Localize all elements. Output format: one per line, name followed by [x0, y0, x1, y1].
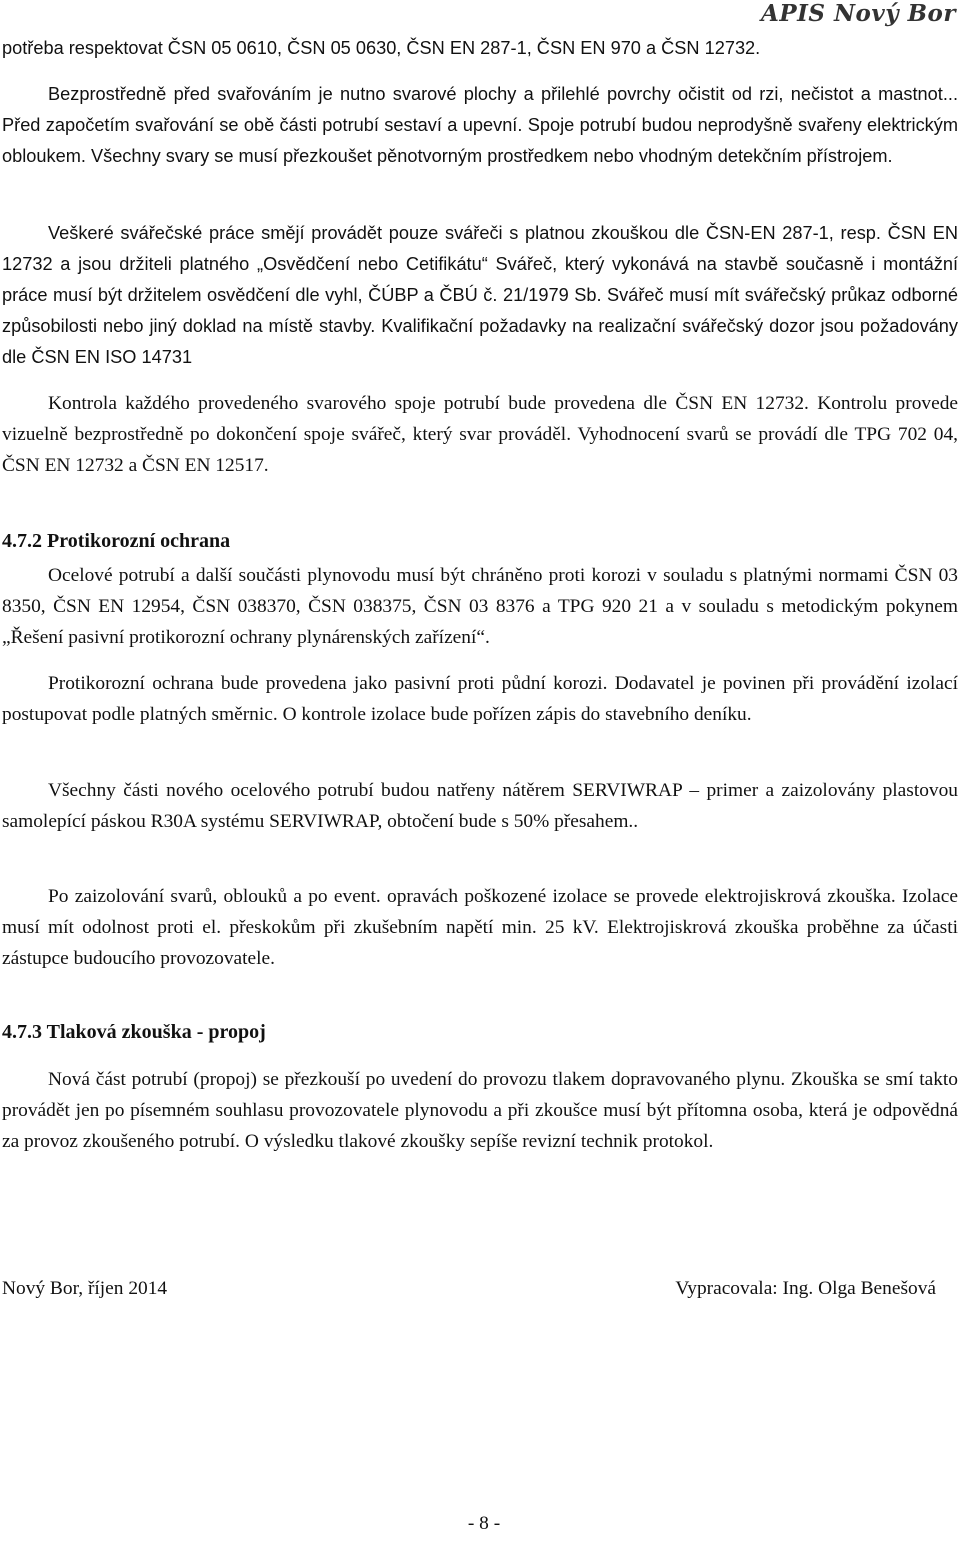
welding-paragraph-preparation: Bezprostředně před svařováním je nutno svarové plochy a přilehlé povrchy očistit od rzi, nečistot a mastnot... Před započetím svařování se obě části potrubí sestaví a upevní. Spoje potrubí budou neprodyšně svařeny elektrickým obloukem. Všechny svary se musí přezkoušet pěnotvorným prostředkem nebo vhodným detekčním přístrojem.: [2, 84, 958, 166]
pressure-test-paragraph: Nová část potrubí (propoj) se přezkouší po uvedení do provozu tlakem dopravovaného plynu. Zkouška se smí takto provádět jen po písemném souhlasu provozovatele plynovodu a při zkoušce musí být přítomna osoba, která je odpovědná za provoz zkoušeného potrubí. O výsledku tlakové zkoušky sepíše revizní technik protokol.: [2, 1069, 958, 1152]
section-heading-pressure-test: 4.7.3 Tlaková zkouška - propoj: [2, 1021, 266, 1043]
welding-paragraph-inspection: Kontrola každého provedeného svarového spoje potrubí bude provedena dle ČSN EN 12732. Kontrolu provede vizuelně bezprostředně po dokončení spoje svářeč, který svar prováděl. Vyhodnocení svarů se provádí dle TPG 702 04, ČSN EN 12732 a ČSN EN 12517.: [2, 393, 958, 476]
corrosion-paragraph-spark-test: Po zaizolování svarů, oblouků a po event. opravách poškozené izolace se provede elektrojiskrová zkouška. Izolace musí mít odolnost proti el. přeskokům při zkušebním napětí min. 25 kV. Elektrojiskrová zkouška proběhne za účasti zástupce budoucího provozovatele.: [2, 886, 958, 969]
corrosion-paragraph-coating: Všechny části nového ocelového potrubí budou natřeny nátěrem SERVIWRAP – primer a zaizolovány plastovou samolepící páskou R30A systému SERVIWRAP, obtočení bude s 50% přesahem..: [2, 780, 958, 832]
welding-paragraph-standards: potřeba respektovat ČSN 05 0610, ČSN 05 0630, ČSN EN 287-1, ČSN EN 970 a ČSN 12732.: [2, 38, 761, 58]
corrosion-paragraph-passive: Protikorozní ochrana bude provedena jako pasivní proti půdní korozi. Dodavatel je povinen při provádění izolací postupovat podle platných směrnic. O kontrole izolace bude pořízen zápis do stavebního deníku.: [2, 673, 958, 725]
page-number: - 8 -: [467, 1513, 501, 1534]
corrosion-paragraph-standards: Ocelové potrubí a další součásti plynovodu musí být chráněno proti korozi v souladu s platnými normami ČSN 03 8350, ČSN EN 12954, ČSN 038370, ČSN 038375, ČSN 03 8376 a TPG 920 21 a v souladu s metodickým pokynem „Řešení pasivní protikorozní ochrany plynárenských zařízení“.: [2, 565, 958, 648]
author-signature: Vypracovala: Ing. Olga Benešová: [675, 1278, 936, 1299]
document-header: APIS Nový Bor: [760, 0, 956, 27]
section-heading-corrosion: 4.7.2 Protikorozní ochrana: [2, 530, 231, 552]
welding-paragraph-qualification: Veškeré svářečské práce smějí provádět pouze svářeči s platnou zkouškou dle ČSN-EN 287-1, resp. ČSN EN 12732 a jsou držiteli platného „Osvědčení nebo Cetifikátu“ Svářeč, který vykonává na stavbě současně i montážní práce musí být držitelem osvědčení dle vyhl, ČÚBP a ČBÚ č. 21/1979 Sb. Svářeč musí mít svářečský průkaz odborné způsobilosti nebo jiný doklad na místě stavby. Kvalifikační požadavky na realizační svářečský dozor jsou požadovány dle ČSN EN ISO 14731: [2, 223, 958, 367]
place-date: Nový Bor, říjen 2014: [2, 1278, 168, 1299]
